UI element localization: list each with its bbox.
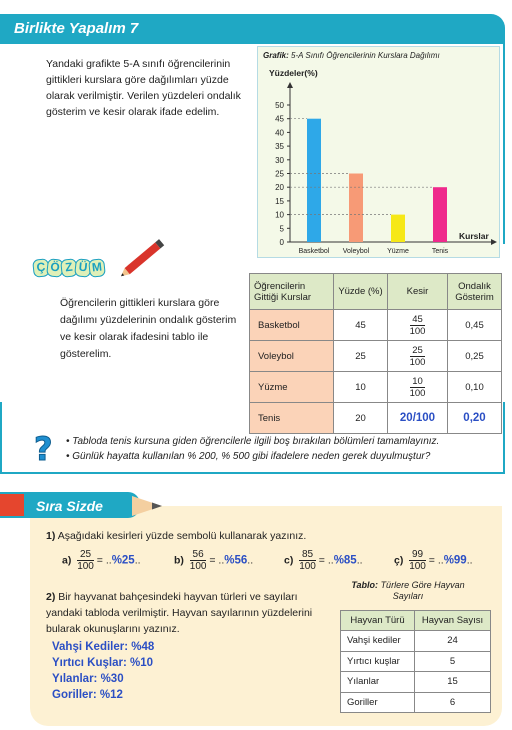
header-animal-type: Hayvan Türü [341,611,415,631]
x-tick-label: Basketbol [298,248,330,255]
y-tick-label: 40 [275,128,284,138]
animal-name: Vahşi kediler [341,631,415,652]
solution-letter: Z [60,258,78,278]
animal-name: Goriller [341,692,415,713]
svg-text:?: ? [34,430,53,468]
decimal-value: 0,10 [448,372,502,403]
question-mark-icon [30,430,64,468]
table-header-row [250,274,502,310]
table-row [341,631,491,652]
banner-stripe [0,494,26,516]
pencil-icon [116,237,172,277]
animal-table-caption: Tablo: Türlere Göre Hayvan Sayıları [351,580,465,601]
chart-ylabel: Yüzdeler(%) [269,68,318,78]
course-name: Yüzme [250,372,334,403]
decimal-value: 0,45 [448,310,502,341]
course-name: Tenis [250,403,334,434]
percent-value: 20 [334,403,388,434]
solution-letter: Ü [74,258,92,278]
header-fraction: Kesir [388,274,448,310]
header-animal-count: Hayvan Sayısı [415,611,491,631]
x-tick-label: Tenis [431,248,449,255]
practice-q2: 2) Bir hayvanat bahçesindeki hayvan türleri ve sayıları yandaki tabloda verilmiştir. Hayvan sayılarının yüzdelerini bularak okunuşlarını yazınız. [46,591,313,635]
q1-item-b: b) $\frac{56}{100} = ..\%56$.. [174,549,254,572]
fraction-answer: 20/100 [388,403,448,434]
solution-text: Öğrencilerin gittikleri kurslara göre dağılımı yüzdelerinin ondalık gösterim ve kesir olarak ifadesini tablo ile gösterelim. [60,297,237,360]
animal-name: Yırtıcı kuşlar [341,651,415,672]
chart-xlabel: Kurslar [459,231,489,241]
y-tick-label: 30 [275,155,284,165]
decimal-answer: 0,20 [448,403,502,434]
percent-value: 10 [334,372,388,403]
page-title: Birlikte Yapalım 7 [14,20,139,37]
animal-count: 15 [415,672,491,693]
course-name: Basketbol [250,310,334,341]
percent-value: 25 [334,341,388,372]
header-percent: Yüzde (%) [334,274,388,310]
y-tick-label: 25 [275,169,284,179]
practice-title: Sıra Sizde [36,498,103,514]
table-row [250,341,502,372]
y-axis-arrow [287,82,293,88]
animal-count: 24 [415,631,491,652]
percent-value: 45 [334,310,388,341]
x-tick-label: Voleybol [342,248,370,255]
table-row [341,672,491,693]
q1-item-c-cedilla: ç) $\frac{99}{100} = ..\%99$.. [394,549,473,572]
pencil-tip-icon [132,496,172,516]
fraction-value: $\frac{45}{100}$ [388,310,448,341]
x-tick-label: Yüzme [387,248,409,255]
table-row [250,372,502,403]
y-tick-label: 10 [275,210,284,220]
question-item: • Tabloda tenis kursuna giden öğrencilerle ilgili boş bırakılan bölümleri tamamlayınız. [66,436,440,447]
answer-line: Yırtıcı Kuşlar: %10 [52,657,153,669]
animal-table [340,610,491,713]
y-tick-label: 5 [279,224,284,234]
course-name: Voleybol [250,341,334,372]
bar [307,119,321,242]
header-courses: Öğrencilerin Gittiği Kurslar [250,274,334,310]
answer-line: Goriller: %12 [52,689,123,701]
solution-letter: Ç [32,258,50,278]
bar [349,174,363,243]
animal-name: Yılanlar [341,672,415,693]
x-axis-arrow [491,239,497,245]
q1-items [62,549,502,575]
question-item: • Günlük hayatta kullanılan % 200, % 500 gibi ifadelere neden gerek duyulmuştur? [66,451,431,462]
table-row [341,651,491,672]
y-tick-label: 50 [275,101,284,110]
chart-title: Grafik: 5-A Sınıfı Öğrencilerinin Kurslara Dağılımı [263,51,440,60]
animal-count: 5 [415,651,491,672]
table-row [341,692,491,713]
y-tick-label: 15 [275,196,284,206]
table-row [250,310,502,341]
y-tick-label: 45 [275,114,284,124]
y-tick-label: 35 [275,142,284,152]
question-list [66,434,506,464]
q2-answers [52,639,154,703]
fraction-value: $\frac{25}{100}$ [388,341,448,372]
practice-q1: 1) Aşağıdaki kesirleri yüzde sembolü kullanarak yazınız. [46,530,307,542]
solution-letter: Ö [46,258,64,278]
y-tick-label: 20 [275,183,284,193]
header-decimal: Ondalık Gösterim [448,274,502,310]
fraction-value: $\frac{10}{100}$ [388,372,448,403]
answer-line: Vahşi Kediler: %48 [52,641,155,653]
answer-line: Yılanlar: %30 [52,673,124,685]
solution-letter: M [88,258,106,278]
q1-item-c: c) $\frac{85}{100} = ..\%85$.. [284,549,363,572]
bar [433,187,447,242]
decimal-value: 0,25 [448,341,502,372]
y-tick-label: 0 [279,238,284,247]
bar [391,215,405,242]
table-header-row [341,611,491,631]
q1-item-a: a) $\frac{25}{100} = ..\%25$.. [62,549,141,572]
intro-text: Yandaki grafikte 5-A sınıfı öğrencilerinin gittikleri kurslara göre dağılımları yüzde olarak verilmiştir. Verilen yüzdeleri ondalık gösterim ve kesir olarak ifade edelim. [46,58,241,118]
animal-count: 6 [415,692,491,713]
bar-chart [257,46,500,258]
solution-label [33,258,119,278]
